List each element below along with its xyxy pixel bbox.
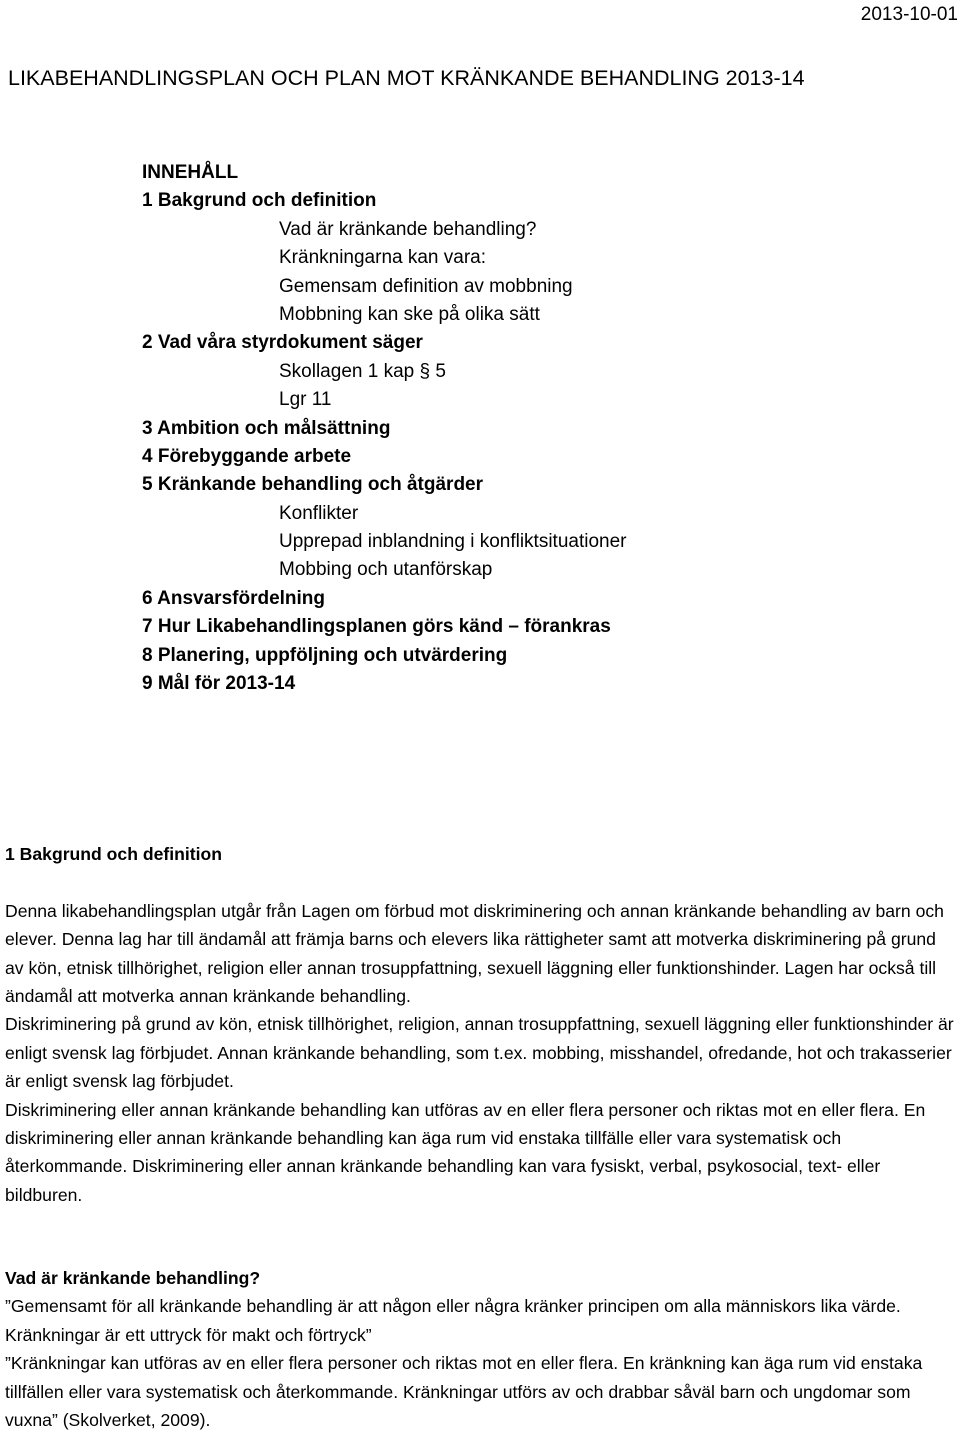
toc-item: Lgr 11 xyxy=(279,389,332,411)
toc-item: Upprepad inblandning i konfliktsituationer xyxy=(279,531,627,553)
toc-item: Gemensam definition av mobbning xyxy=(279,275,573,297)
quote-paragraph: ”Kränkningar kan utföras av en eller flera personer och riktas mot en eller flera. En kränkning kan äga rum vid enstaka tillfällen eller vara systematisk och återkommande. Kränkningar utförs av och drabbar såväl barn och ungdomar som vuxna” (Skolverket, 2009). xyxy=(5,1353,923,1431)
toc-item: Vad är kränkande behandling? xyxy=(279,218,537,240)
document-date: 2013-10-01 xyxy=(860,4,958,25)
toc-item: 5 Kränkande behandling och åtgärder xyxy=(142,474,484,496)
paragraph: Denna likabehandlingsplan utgår från Lagen om förbud mot diskriminering och annan kränkande behandling av barn och elever. Denna lag har till ändamål att främja barns och elevers lika rättigheter samt att motverka diskriminering på grund av kön, etnisk tillhörighet, religion eller annan trosuppfattning, sexuell läggning eller funktionshinder. Lagen har också till ändamål att motverka annan kränkande behandling. xyxy=(5,900,944,1007)
section-heading: 1 Bakgrund och definition xyxy=(5,844,222,864)
toc-item: 6 Ansvarsfördelning xyxy=(142,587,326,609)
toc-item: Kränkningarna kan vara: xyxy=(279,247,487,269)
toc-item: 9 Mål för 2013-14 xyxy=(142,673,296,695)
section-background xyxy=(5,840,957,1209)
toc-heading: INNEHÅLL xyxy=(142,162,239,183)
section-definition xyxy=(5,1264,957,1434)
toc-item: 3 Ambition och målsättning xyxy=(142,417,391,439)
paragraph: Diskriminering eller annan kränkande behandling kan utföras av en eller flera personer och riktas mot en eller flera. En diskriminering eller annan kränkande behandling kan äga rum vid enstaka tillfälle eller vara systematisk och återkommande. Diskriminering eller annan kränkande behandling kan vara fysiskt, verbal, psykosocial, text- eller bildburen. xyxy=(5,1099,926,1205)
paragraph: Diskriminering på grund av kön, etnisk tillhörighet, religion, annan trosuppfattning, sexuell läggning eller funktionshinder är enligt svensk lag förbjudet. Annan kränkande behandling, som t.ex. mobbing, misshandel, ofredande, hot och trakasserier är enligt svensk lag förbjudet. xyxy=(5,1014,954,1092)
toc-item: Mobbing och utanförskap xyxy=(279,559,493,581)
table-of-contents xyxy=(142,159,627,698)
toc-item: Skollagen 1 kap § 5 xyxy=(279,360,446,382)
toc-item: Mobbning kan ske på olika sätt xyxy=(279,303,540,325)
toc-item: 8 Planering, uppföljning och utvärdering xyxy=(142,644,508,666)
quote-paragraph: ”Gemensamt för all kränkande behandling är att någon eller några kränker principen om alla människors lika värde. Kränkningar är ett uttryck för makt och förtryck” xyxy=(5,1296,901,1345)
toc-item: 4 Förebyggande arbete xyxy=(142,445,352,467)
toc-item: 7 Hur Likabehandlingsplanen görs känd – förankras xyxy=(142,616,611,638)
section-heading: Vad är kränkande behandling? xyxy=(5,1268,261,1288)
document-title: LIKABEHANDLINGSPLAN OCH PLAN MOT KRÄNKANDE BEHANDLING 2013-14 xyxy=(8,66,805,90)
toc-item: 1 Bakgrund och definition xyxy=(142,190,377,212)
toc-item: 2 Vad våra styrdokument säger xyxy=(142,332,423,354)
toc-item: Konflikter xyxy=(279,502,359,524)
